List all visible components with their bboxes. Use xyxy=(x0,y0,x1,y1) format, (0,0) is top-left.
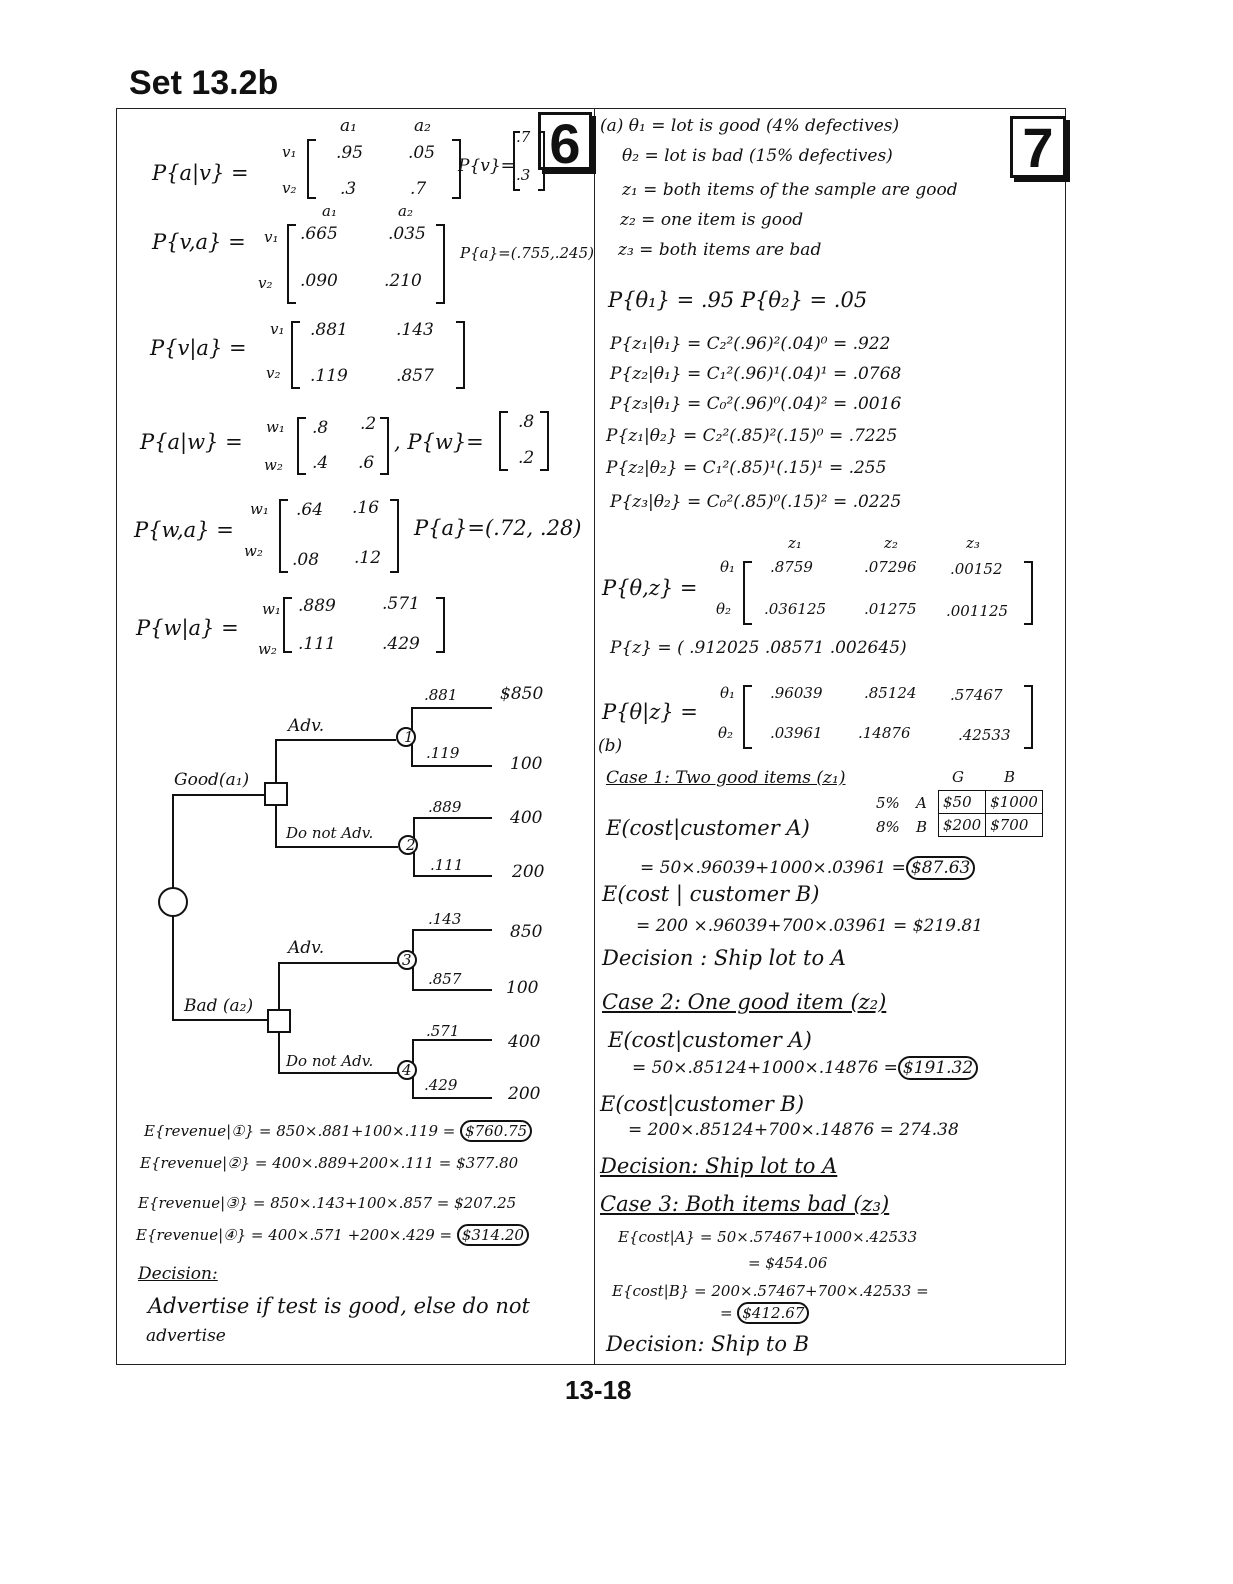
revenue-expr: E{revenue|①} = 850×.881+100×.119 = xyxy=(144,1122,456,1140)
payoff-label: $850 xyxy=(500,684,544,704)
prob-label: .143 xyxy=(428,910,462,928)
root-chance-node xyxy=(159,888,187,916)
matrix-cell: .119 xyxy=(310,366,348,386)
case-decision: Decision : Ship lot to A xyxy=(602,946,846,970)
matrix-cell: .8 xyxy=(312,418,329,438)
matrix-cell: .035 xyxy=(388,224,426,244)
payoff-label: 100 xyxy=(510,754,543,774)
matrix-cell: .857 xyxy=(396,366,434,386)
page-number: 13-18 xyxy=(565,1375,632,1405)
prob-label: .571 xyxy=(426,1022,460,1040)
cost-table xyxy=(938,790,1043,837)
revenue-expr: E{revenue|④} = 400×.571 +200×.429 = xyxy=(136,1226,453,1244)
case-line xyxy=(640,860,975,877)
decision-label: Decision: xyxy=(138,1264,218,1284)
matrix-bracket xyxy=(292,322,464,388)
row-header: v₁ xyxy=(270,320,285,338)
branch-good-label: Good(a₁) xyxy=(174,770,250,790)
col-header: a₂ xyxy=(398,202,413,220)
branch-donot-label: Do not Adv. xyxy=(286,824,374,842)
matrix-cell: .571 xyxy=(382,594,420,614)
case-expr: = 50×.85124+1000×.14876 = xyxy=(632,1058,898,1078)
case-decision: Decision: Ship lot to A xyxy=(600,1154,838,1178)
case-expr: = 50×.96039+1000×.03961 = xyxy=(640,858,906,878)
branch-donot-label: Do not Adv. xyxy=(286,1052,374,1070)
case-line xyxy=(720,1306,809,1321)
matrix-cell: .2 xyxy=(360,414,377,434)
matrix-bracket xyxy=(514,128,544,190)
matrix-cell: .3 xyxy=(340,179,357,199)
payoff-label: 850 xyxy=(510,922,543,942)
p-v-a-label: P{v,a} = xyxy=(152,230,246,254)
case-decision: Decision: Ship to B xyxy=(606,1332,810,1356)
p-w-given-a-label: P{w|a} = xyxy=(136,616,239,640)
matrix-cell: .12 xyxy=(354,548,382,568)
revenue-expr: E{revenue|③} = 850×.143+100×.857 = xyxy=(138,1194,450,1212)
definition-line: z₁ = both items of the sample are good xyxy=(622,180,958,200)
col-header: a₂ xyxy=(414,116,431,136)
col-header: G xyxy=(952,768,964,786)
matrix-cell: .01275 xyxy=(864,600,917,618)
payoff-label: 400 xyxy=(508,1032,541,1052)
p-w-a-label: P{w,a} = xyxy=(134,518,234,542)
case-line: E{cost|B} = 200×.57467+700×.42533 = xyxy=(612,1282,929,1300)
col-header: z₂ xyxy=(884,534,898,552)
revenue-expr: E{revenue|②} = 400×.889+200×.111 = xyxy=(140,1154,452,1172)
revenue-value: $207.25 xyxy=(454,1194,517,1212)
likelihood-line: P{z₂|θ₁} = C₁²(.96)¹(.04)¹ = .0768 xyxy=(610,364,902,384)
row-header: θ₂ xyxy=(716,600,732,618)
revenue-value: $760.75 xyxy=(460,1120,532,1142)
matrix-cell: .95 xyxy=(336,143,364,163)
matrix-cell: .16 xyxy=(352,498,380,518)
page-title: Set 13.2b xyxy=(129,64,279,102)
matrix-bracket xyxy=(298,414,388,474)
case-title: Case 3: Both items bad (z₃) xyxy=(600,1192,890,1216)
definition-line: (a) θ₁ = lot is good (4% defectives) xyxy=(600,116,900,136)
col-header: z₁ xyxy=(788,534,802,552)
case-result: $191.32 xyxy=(898,1056,978,1080)
case-title: Case 2: One good item (z₂) xyxy=(602,990,887,1014)
row-header: w₁ xyxy=(250,500,269,518)
payoff-label: 400 xyxy=(510,808,543,828)
pa-marginal-2: P{a}=(.72, .28) xyxy=(414,516,582,540)
row-header: v₂ xyxy=(258,274,273,292)
node-number: 2 xyxy=(406,836,416,854)
table-cell: $700 xyxy=(986,814,1043,837)
revenue-value: $314.20 xyxy=(457,1224,529,1246)
prob-label: .881 xyxy=(424,686,458,704)
col-header: a₁ xyxy=(340,116,357,136)
matrix-cell: .05 xyxy=(408,143,436,163)
matrix-cell: .8 xyxy=(518,412,535,432)
likelihood-line: P{z₃|θ₁} = C₀²(.96)⁰(.04)² = .0016 xyxy=(610,394,902,414)
matrix-cell: .00152 xyxy=(950,560,1003,578)
case-expr: = xyxy=(720,1304,738,1322)
row-header: v₁ xyxy=(282,143,297,161)
case-result: $412.67 xyxy=(737,1302,809,1324)
posterior-label: P{θ|z} = xyxy=(602,700,698,724)
matrix-cell: .8759 xyxy=(770,558,813,576)
matrix-bracket xyxy=(500,412,548,470)
case-line: = 200 ×.96039+700×.03961 = $219.81 xyxy=(636,916,983,936)
matrix-cell: .6 xyxy=(358,453,375,473)
p-v-given-a-label: P{v|a} = xyxy=(150,336,247,360)
matrix-bracket xyxy=(284,594,444,652)
matrix-bracket xyxy=(308,140,460,198)
table-cell: $1000 xyxy=(986,791,1043,814)
likelihood-line: P{z₂|θ₂} = C₁²(.85)¹(.15)¹ = .255 xyxy=(606,458,887,478)
row-header: w₂ xyxy=(244,542,263,560)
matrix-cell: .111 xyxy=(298,634,336,654)
row-header: w₁ xyxy=(262,600,281,618)
prob-label: .111 xyxy=(430,856,464,874)
matrix-cell: .42533 xyxy=(958,726,1011,744)
matrix-bracket xyxy=(280,500,398,572)
row-header: w₂ xyxy=(258,640,277,658)
matrix-cell: .2 xyxy=(518,448,535,468)
branch-bad-label: Bad (a₂) xyxy=(184,996,254,1016)
row-header: v₂ xyxy=(266,364,281,382)
case-title: Case 1: Two good items (z₁) xyxy=(606,768,846,788)
definition-line: θ₂ = lot is bad (15% defectives) xyxy=(622,146,893,166)
branch-line xyxy=(276,740,396,783)
decision-text: Advertise if test is good, else do not xyxy=(148,1294,530,1318)
case-line: = 200×.85124+700×.14876 = 274.38 xyxy=(628,1120,959,1140)
matrix-cell: .64 xyxy=(296,500,324,520)
row-header: w₂ xyxy=(264,456,283,474)
col-header: a₁ xyxy=(322,202,337,220)
revenue-line-2 xyxy=(140,1156,518,1171)
p-a-given-w-label: P{a|w} = xyxy=(140,430,243,454)
row-header: v₂ xyxy=(282,179,297,197)
problem-7-badge: 7 xyxy=(1010,116,1066,178)
decision-text: advertise xyxy=(146,1326,226,1346)
row-header: θ₂ xyxy=(718,724,734,742)
decision-node-good xyxy=(265,783,287,805)
prob-label: .889 xyxy=(428,798,462,816)
prob-label: .857 xyxy=(428,970,462,988)
matrix-cell: .4 xyxy=(312,453,329,473)
pv-label: P{v}= xyxy=(458,156,515,176)
matrix-cell: .96039 xyxy=(770,684,823,702)
branch-adv-label: Adv. xyxy=(288,938,325,958)
payoff-label: 200 xyxy=(512,862,545,882)
matrix-cell: .7 xyxy=(516,128,531,146)
prior-line: P{θ₁} = .95 P{θ₂} = .05 xyxy=(608,288,868,312)
node-number: 1 xyxy=(404,728,414,746)
matrix-cell: .881 xyxy=(310,320,348,340)
joint-label: P{θ,z} = xyxy=(602,576,698,600)
node-number: 4 xyxy=(402,1061,412,1079)
problem-6-badge: 6 xyxy=(538,112,592,170)
definition-line: z₃ = both items are bad xyxy=(618,240,822,260)
matrix-cell: .090 xyxy=(300,271,338,291)
prob-label: .119 xyxy=(426,744,460,762)
case-line: E(cost | customer B) xyxy=(602,882,820,906)
case-line xyxy=(632,1060,978,1077)
pct-label: 5% xyxy=(876,794,900,812)
matrix-cell: .14876 xyxy=(858,724,911,742)
table-row xyxy=(939,814,1043,837)
row-header: v₁ xyxy=(264,228,279,246)
case-line: E(cost|customer A) xyxy=(608,1028,812,1052)
p-a-given-v-label: P{a|v} = xyxy=(152,161,249,185)
definition-line: z₂ = one item is good xyxy=(620,210,804,230)
node-number: 3 xyxy=(402,951,412,969)
part-b-label: (b) xyxy=(598,736,623,756)
matrix-cell: .03961 xyxy=(770,724,823,742)
matrix-cell: .7 xyxy=(410,179,427,199)
customer-label: B xyxy=(916,818,928,836)
payoff-label: 100 xyxy=(506,978,539,998)
matrix-cell: .08 xyxy=(292,550,320,570)
revenue-line-1 xyxy=(144,1124,532,1139)
pa-marginal: P{a}=(.755,.245) xyxy=(460,244,594,262)
matrix-cell: .210 xyxy=(384,271,422,291)
row-header: θ₁ xyxy=(720,558,736,576)
row-header: θ₁ xyxy=(720,684,736,702)
row-header: w₁ xyxy=(266,418,285,436)
matrix-cell: .143 xyxy=(396,320,434,340)
matrix-cell: .07296 xyxy=(864,558,917,576)
payoff-label: 200 xyxy=(508,1084,541,1104)
matrix-cell: .001125 xyxy=(946,602,1009,620)
pw-label: , P{w}= xyxy=(394,430,484,454)
branch-adv-label: Adv. xyxy=(288,716,325,736)
matrix-cell: .665 xyxy=(300,224,338,244)
matrix-bracket xyxy=(288,225,444,303)
case-line: E{cost|A} = 50×.57467+1000×.42533 xyxy=(618,1228,918,1246)
prob-label: .429 xyxy=(424,1076,458,1094)
table-cell: $50 xyxy=(939,791,986,814)
matrix-cell: .57467 xyxy=(950,686,1003,704)
table-cell: $200 xyxy=(939,814,986,837)
revenue-line-3 xyxy=(138,1196,516,1211)
matrix-cell: .889 xyxy=(298,596,336,616)
matrix-cell: .85124 xyxy=(864,684,917,702)
likelihood-line: P{z₁|θ₁} = C₂²(.96)²(.04)⁰ = .922 xyxy=(610,334,891,354)
pz-line: P{z} = ( .912025 .08571 .002645) xyxy=(610,638,907,658)
customer-label: A xyxy=(916,794,927,812)
likelihood-line: P{z₃|θ₂} = C₀²(.85)⁰(.15)² = .0225 xyxy=(610,492,902,512)
table-row xyxy=(939,791,1043,814)
matrix-cell: .036125 xyxy=(764,600,827,618)
col-header: B xyxy=(1004,768,1016,786)
case-line: E(cost|customer A) xyxy=(606,816,810,840)
matrix-cell: .429 xyxy=(382,634,420,654)
branch-line xyxy=(279,963,398,1010)
col-header: z₃ xyxy=(966,534,980,552)
revenue-line-4 xyxy=(136,1228,529,1243)
matrix-cell: .3 xyxy=(516,166,531,184)
revenue-value: $377.80 xyxy=(456,1154,519,1172)
case-line: E(cost|customer B) xyxy=(600,1092,805,1116)
branch-line xyxy=(173,795,265,888)
decision-node-bad xyxy=(268,1010,290,1032)
case-result: $87.63 xyxy=(906,856,975,880)
likelihood-line: P{z₁|θ₂} = C₂²(.85)²(.15)⁰ = .7225 xyxy=(606,426,898,446)
pct-label: 8% xyxy=(876,818,900,836)
case-line: = $454.06 xyxy=(748,1254,828,1272)
